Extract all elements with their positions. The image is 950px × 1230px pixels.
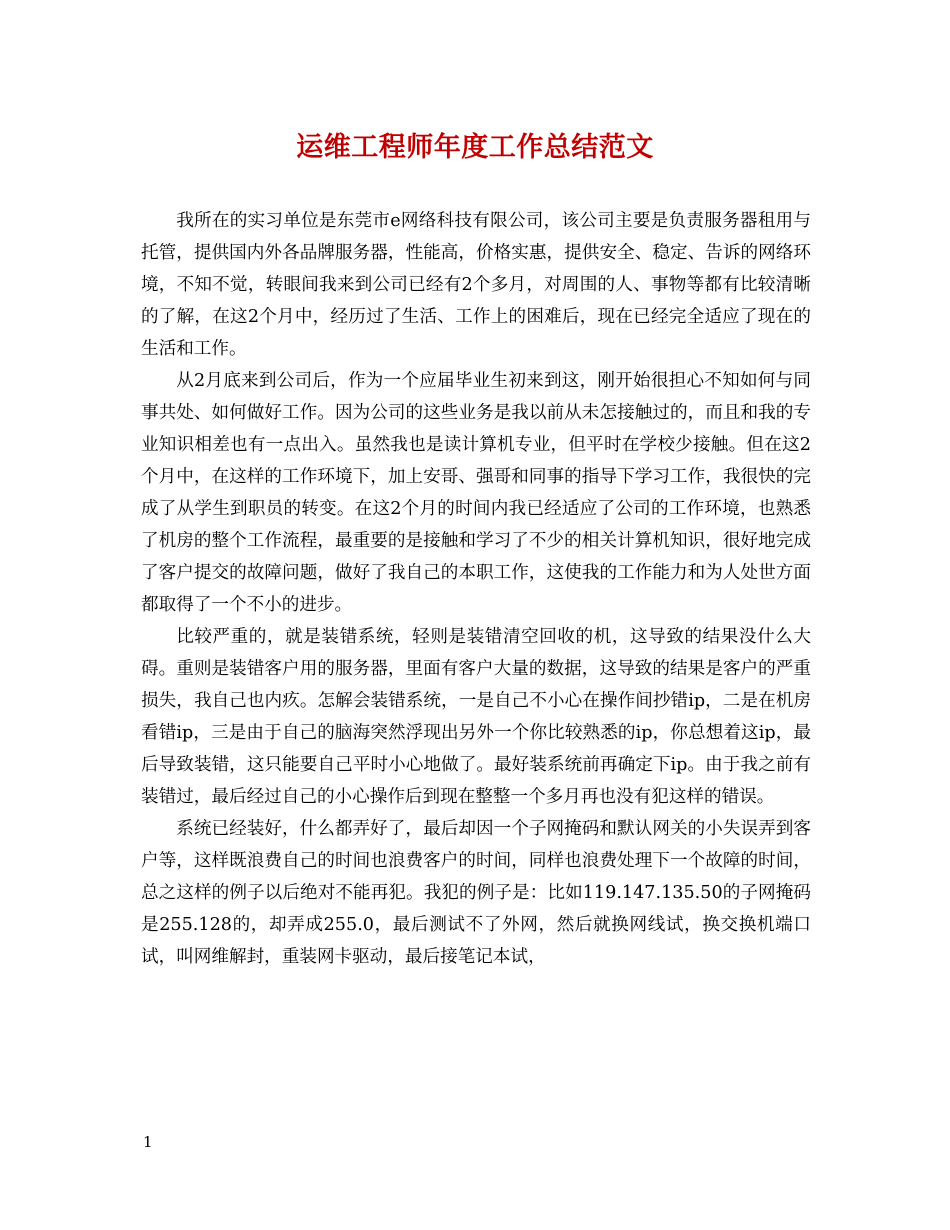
paragraph-3: 比较严重的，就是装错系统，轻则是装错清空回收的机，这导致的结果没什么大碍。重则是装错客户用的服务器，里面有客户大量的数据，这导致的结果是客户的严重损失，我自己也内疚。怎解会装错系统，一是自己不小心在操作间抄错ip，二是在机房看错ip，三是由于自己的脑海突然浮现出另外一个你比较熟悉的ip，你总想着这ip，最后导致装错，这只能要自己平时小心地做了。最好装系统前再确定下ip。由于我之前有装错过，最后经过自己的小心操作后到现在整整一个多月再也没有犯这样的错误。 (141, 627, 811, 807)
page-number: 1 (143, 1133, 153, 1151)
paragraph-2: 从2月底来到公司后，作为一个应届毕业生初来到这，刚开始很担心不知如何与同事共处、如何做好工作。因为公司的这些业务是我以前从未怎接触过的，而且和我的专业知识相差也有一点出入。虽然我也是读计算机专业，但平时在学校少接触。但在这2个月中，在这样的工作环境下，加上安哥、强哥和同事的指导下学习工作，我很快的完成了从学生到职员的转变。在这2个月的时间内我已经适应了公司的工作环境，也熟悉了机房的整个工作流程，最重要的是接触和学习了不少的相关计算机知识，很好地完成了客户提交的故障问题，做好了我自己的本职工作，这使我的工作能力和为人处世方面都取得了一个不小的进步。 (141, 371, 811, 615)
paragraph-1: 我所在的实习单位是东莞市e网络科技有限公司，该公司主要是负责服务器租用与托管，提供国内外各品牌服务器，性能高，价格实惠，提供安全、稳定、告诉的网络环境，不知不觉，转眼间我来到公司已经有2个多月，对周围的人、事物等都有比较清晰的了解，在这2个月中，经历过了生活、工作上的困难后，现在已经完全适应了现在的生活和工作。 (141, 211, 811, 359)
document-title: 运维工程师年度工作总结范文 (296, 132, 654, 163)
document-body (141, 205, 811, 973)
paragraph-4: 系统已经装好，什么都弄好了，最后却因一个子网掩码和默认网关的小失误弄到客户等，这样既浪费自己的时间也浪费客户的时间，同样也浪费处理下一个故障的时间，总之这样的例子以后绝对不能再犯。我犯的例子是：比如119.147.135.50的子网掩码是255.128的，却弄成255.0，最后测试不了外网，然后就换网线试，换交换机端口试，叫网维解封，重装网卡驱动，最后接笔记本试， (141, 819, 811, 967)
